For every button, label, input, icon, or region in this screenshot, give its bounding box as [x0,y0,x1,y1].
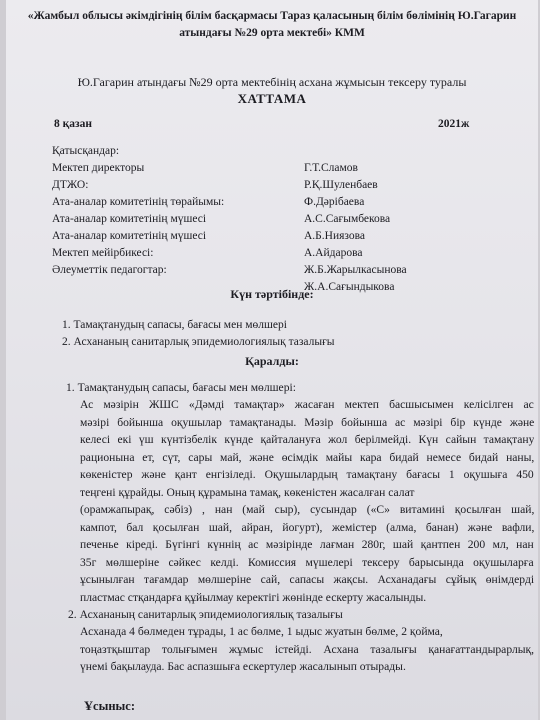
text-line: келесі екі үш күнтізбелік күнде қайталануға жол берілмейді. Күн сайын тамақтану [80,433,534,446]
proposed-title: Ұсыныс: [84,699,136,713]
discussed-title: Қаралды: [245,354,299,368]
document-date: 8 қазан [54,118,92,130]
agenda-item: 2. Асхананың санитарлық эпидемиологиялық тазалығы [62,336,335,348]
text-line: печенье кіреді. Бүгінгі күннің ас мәзірінде лағман 280г, шай қантпен 200 мл, нан [80,538,534,551]
text-line: үнемі бақылауда. Бас аспазшыға ескертулер жасалынып отырады. [80,660,406,673]
text-line: Асханада 4 бөлмеден тұрады, 1 ас бөлме, 1 ыдыс жуатын бөлме, 2 қойма, [80,625,443,638]
text-line: мәзірі бойынша оқушылар тамақтанады. Мәзір бойынша ас мәзірі бір күнде және [80,415,534,429]
participant-name: Г.Т.Сламов [304,162,358,174]
header-line-1: «Жамбыл облысы әкімдігінің білім басқармасы Тараз қаласының білім бөлімінің Ю.Гагарин [27,10,517,22]
item-1-heading: 1. Тамақтанудың сапасы, бағасы мен мөлшері: [66,381,296,394]
document-title: ХАТТАМА [237,91,307,106]
text-line: 35г мөлшеріне сәйкес келді. Комиссия мүшелері тексеру барысында оқушыларға [80,555,534,569]
text-line: тоңазтқыштар толығымен жұмыс істейді. Асхана тазалығы қанағаттандырарлық, [80,642,534,656]
participant-name: Р.Қ.Шуленбаев [304,179,378,191]
text-line: рационына ет, сүт, сары май, және өсімдік майы кара бидай немесе бидай наны, [80,450,534,464]
participant-role: Ата-аналар комитетінің мүшесі [52,213,207,225]
participant-name: Ж.А.Сағындыкова [304,281,395,293]
text-line: пластмас стқандарға құйылмау керектігі жөнінде ескерту жасалынды. [80,590,427,604]
participant-role: Мектеп директоры [52,162,145,174]
participant-role: Әлеуметтік педагогтар: [52,264,167,276]
item-2-heading: 2. Асхананың санитарлық эпидемиологиялық тазалығы [68,608,343,621]
text-line: (орамжапырақ, сәбіз) , нан (май сыр), сусындар («С» витамині қосылған шай, [80,503,534,516]
text-line: ұсынылған тағамдар мөлшеріне сай, сапасы жақсы. Асханадағы сұйық өнімдерді [80,573,534,586]
text-line: көкеністер және қант енгізіледі. Оқушылардың тамақтану бағасы 1 оқушыға 450 [80,468,534,481]
document-year: 2021ж [438,118,470,130]
participant-name: Ж.Б.Жарылкасынова [304,264,407,276]
participant-name: А.Б.Ниязова [304,230,366,242]
document-page [6,0,538,720]
participant-role: Мектеп мейірбикесі: [52,247,154,259]
participant-name: А.С.Сағымбекова [304,213,391,225]
header-line-2: атындағы №29 орта мектебі» КММ [179,27,365,39]
participant-role: Ата-аналар комитетінің төрайымы: [52,196,225,208]
text-line: теңгені құрайды. Оның құрамына тамақ, көкеністен жасалған салат [80,485,415,499]
participants-label: Қатысқандар: [52,145,120,157]
document-subject: Ю.Гагарин атындағы №29 орта мектебінің асхана жұмысын тексеру туралы [77,75,467,89]
agenda-title: Күн тәртібінде: [230,287,314,301]
participant-name: Ф.Дәрібаева [304,196,365,208]
text-line: Ас мәзірін ЖШС «Дәмді тамақтар» жасаған мектеп басшысымен келісілген ас [80,398,534,411]
item-2-text [80,623,534,676]
agenda-item: 1. Тамақтанудың сапасы, бағасы мен мөлшері [62,319,287,331]
text-line: кампот, бал қосылған шай, айран, йогурт), жемістер (алма, банан) және вафли, [80,520,534,534]
participant-name: А.Айдарова [304,247,363,259]
participant-role: Ата-аналар комитетінің мүшесі [52,230,207,242]
item-1-text [80,396,534,606]
participant-role: ДТЖО: [52,179,89,191]
